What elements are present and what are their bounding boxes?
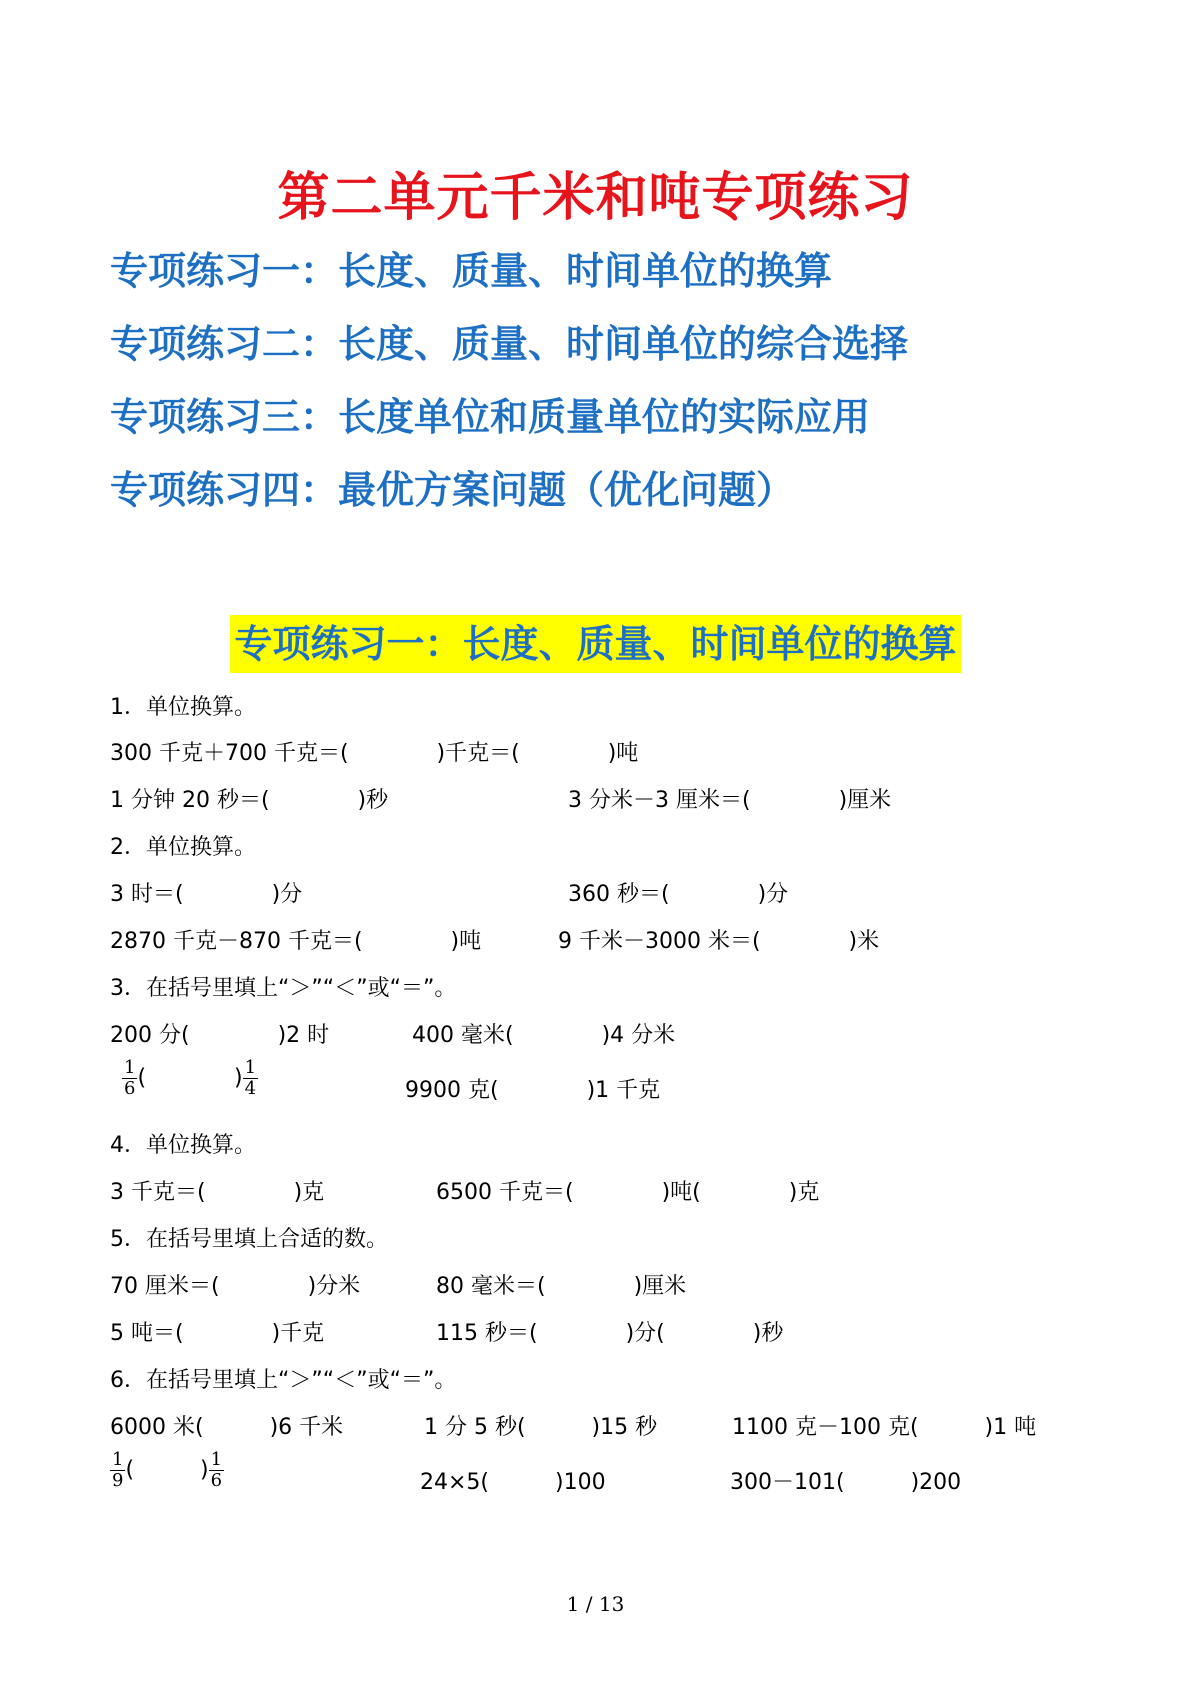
q1-line-c: 3 分米－3 厘米＝( )厘米 (568, 788, 892, 813)
q2-line-d: 9 千米－3000 米＝( )米 (558, 929, 880, 954)
page-number: 1 / 13 (566, 1592, 625, 1616)
page-title: 第二单元千米和吨专项练习 (277, 168, 914, 228)
toc-item-4: 专项练习四：最优方案问题（优化问题） (110, 468, 795, 512)
q4-line-b: 6500 千克＝( )吨( )克 (436, 1180, 820, 1205)
q6-heading: 6．在括号里填上“＞”“＜”或“＝”。 (110, 1368, 457, 1393)
q3-c-blank: ( ) (137, 1065, 243, 1091)
q5-line-d: 115 秒＝( )分( )秒 (436, 1321, 784, 1346)
fraction-1-4: $\frac{1}{4}$ (244, 1057, 257, 1099)
section-heading: 专项练习一：长度、质量、时间单位的换算 (230, 615, 960, 673)
q3-line-a: 200 分( )2 时 (110, 1023, 330, 1048)
q1-heading: 1．单位换算。 (110, 695, 256, 720)
q2-heading: 2．单位换算。 (110, 835, 256, 860)
q6-d-blank: ( ) (125, 1457, 209, 1483)
q6-line-e: 24×5( )100 (420, 1470, 606, 1495)
q3-line-d: 9900 克( )1 千克 (405, 1078, 661, 1103)
q2-line-b: 360 秒＝( )分 (568, 882, 789, 907)
q4-heading: 4．单位换算。 (110, 1133, 256, 1158)
q5-line-a: 70 厘米＝( )分米 (110, 1274, 361, 1299)
q1-line-a: 300 千克＋700 千克＝( )千克＝( )吨 (110, 741, 639, 766)
q5-heading: 5．在括号里填上合适的数。 (110, 1227, 388, 1252)
q3-line-c (122, 1058, 258, 1099)
fraction-1-6: $\frac{1}{6}$ (210, 1449, 223, 1491)
q5-line-b: 80 毫米＝( )厘米 (436, 1274, 687, 1299)
q6-line-c: 1100 克－100 克( )1 吨 (732, 1415, 1037, 1440)
fraction-1-6: $\frac{1}{6}$ (124, 1057, 136, 1099)
q6-line-d (110, 1450, 224, 1491)
toc-item-3: 专项练习三：长度单位和质量单位的实际应用 (110, 395, 871, 439)
toc-item-2: 专项练习二：长度、质量、时间单位的综合选择 (110, 322, 909, 366)
q3-line-b: 400 毫米( )4 分米 (412, 1023, 676, 1048)
q3-heading: 3．在括号里填上“＞”“＜”或“＝”。 (110, 976, 457, 1001)
q6-line-f: 300－101( )200 (730, 1470, 962, 1495)
q4-line-a: 3 千克＝( )克 (110, 1180, 325, 1205)
q5-line-c: 5 吨＝( )千克 (110, 1321, 325, 1346)
q2-line-c: 2870 千克－870 千克＝( )吨 (110, 929, 482, 954)
q6-line-b: 1 分 5 秒( )15 秒 (424, 1415, 658, 1440)
fraction-1-9: $\frac{1}{9}$ (112, 1449, 124, 1491)
q6-line-a: 6000 米( )6 千米 (110, 1415, 344, 1440)
toc-item-1: 专项练习一：长度、质量、时间单位的换算 (110, 249, 833, 293)
q2-line-a: 3 时＝( )分 (110, 882, 303, 907)
q1-line-b: 1 分钟 20 秒＝( )秒 (110, 788, 389, 813)
section-heading-wrapper (0, 615, 1191, 673)
